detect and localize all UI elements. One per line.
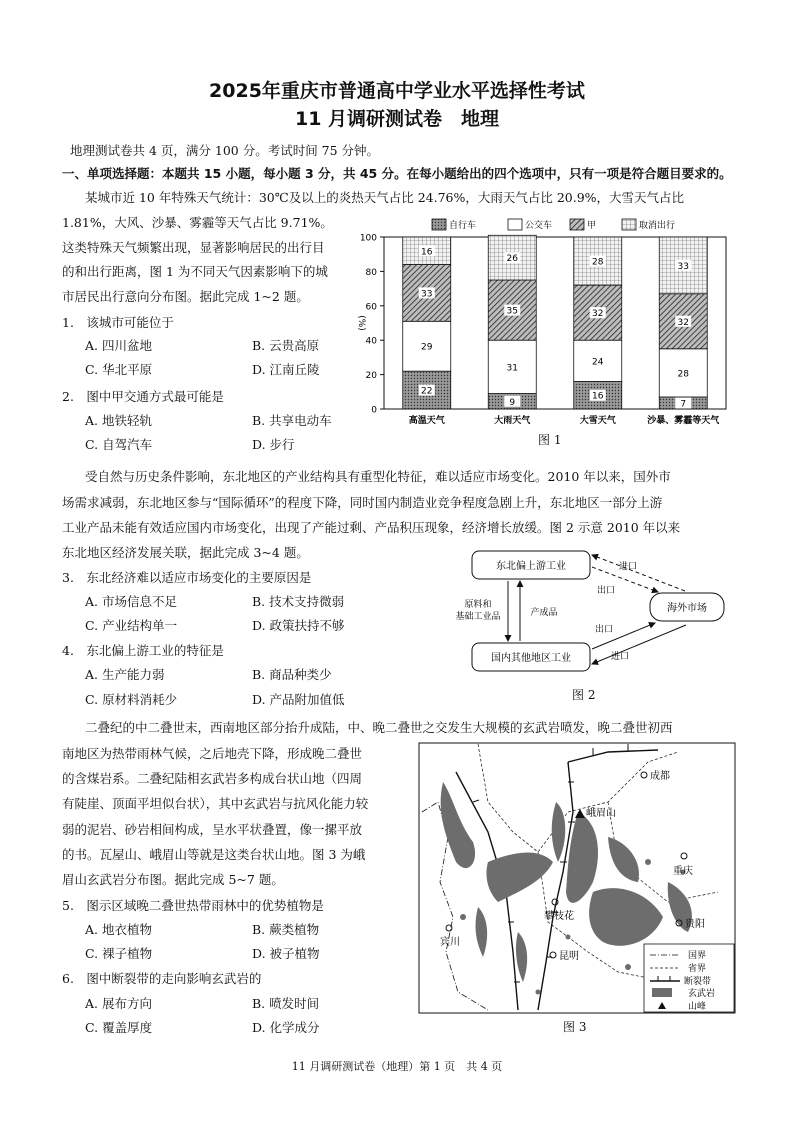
- passage1-line: 1.81%，大风、沙暴、雾霾等天气占比 9.71%。: [62, 215, 333, 230]
- label-import-bottom: 进口: [610, 652, 630, 662]
- y-tick-label: 0: [371, 405, 377, 416]
- figure-2-diagram: [440, 545, 740, 705]
- passage3-line: 眉山玄武岩分布图。据此完成 5~7 题。: [62, 872, 284, 887]
- figure-2-caption: 图 2: [572, 688, 596, 702]
- bar-value-label: 33: [421, 289, 433, 300]
- passage2-line: 东北地区经济发展关联，据此完成 3~4 题。: [62, 545, 309, 560]
- q3-option-c[interactable]: C. 产业结构单一: [85, 618, 178, 633]
- legend-shanfeng: 山峰: [688, 1002, 707, 1012]
- peak-emeishan: 峨眉山: [586, 808, 616, 819]
- passage2-line: 场需求减弱，东北地区参与“国际循环”的程度下降，同时国内制造业竞争程度急剧上升，东北地区一部分上游: [62, 495, 663, 510]
- q3-option-d[interactable]: D. 政策扶持不够: [252, 618, 345, 633]
- bar-value-label: 33: [677, 261, 689, 272]
- q6-option-c[interactable]: C. 覆盖厚度: [85, 1020, 153, 1035]
- q5-option-d[interactable]: D. 被子植物: [252, 946, 320, 961]
- bar-value-label: 35: [506, 306, 518, 317]
- bar-value-label: 32: [592, 309, 604, 320]
- passage3-line: 的含煤岩系。二叠纪陆相玄武岩多构成台状山地（四周: [62, 771, 363, 786]
- page-title: 2025年重庆市普通高中学业水平选择性考试: [209, 80, 585, 102]
- legend-guojie: 国界: [688, 951, 707, 961]
- q1-option-a[interactable]: A. 四川盆地: [85, 338, 152, 353]
- legend-swatch: [570, 219, 584, 230]
- passage3-line: 弱的泥岩、砂岩相间构成，呈水平状叠置，像一摞平放: [62, 822, 363, 837]
- x-tick-label: 高温天气: [408, 416, 445, 426]
- y-tick-label: 80: [365, 267, 377, 278]
- question-4-stem: 4. 东北偏上游工业的特征是: [62, 643, 224, 658]
- legend-label: 自行车: [449, 221, 477, 231]
- box-upstream-label: 东北偏上游工业: [496, 561, 566, 572]
- question-5-stem: 5. 图示区域晚二叠世热带雨林中的优势植物是: [62, 898, 324, 913]
- q3-option-b[interactable]: B. 技术支持微弱: [252, 594, 345, 609]
- bar-value-label: 26: [506, 254, 518, 265]
- q5-option-a[interactable]: A. 地衣植物: [85, 922, 152, 937]
- figure-3-caption: 图 3: [563, 1020, 587, 1034]
- x-tick-label: 大雪天气: [579, 416, 616, 426]
- legend-duanlie: 断裂带: [684, 977, 712, 987]
- label-finished-goods: 产成品: [530, 608, 558, 618]
- q3-option-a[interactable]: A. 市场信息不足: [85, 594, 177, 609]
- legend-label: 公交车: [525, 221, 553, 231]
- passage3-line: 二叠纪的中二叠世末，西南地区部分抬升成陆，中、晚二叠世之交发生大规模的玄武岩喷发，晚二叠世初西: [85, 720, 673, 735]
- legend-swatch: [432, 219, 446, 230]
- bar-value-label: 16: [421, 247, 433, 258]
- chart-bars: [403, 235, 708, 409]
- box-overseas-label: 海外市场: [667, 603, 707, 614]
- passage1-line: 这类特殊天气频繁出现，显著影响居民的出行目: [62, 240, 325, 255]
- passage3-line: 有陡崖、顶面平坦似台状），其中玄武岩与抗风化能力较: [62, 796, 369, 811]
- passage1-line: 的和出行距离，图 1 为不同天气因素影响下的城: [62, 264, 328, 279]
- bar-value-label: 31: [506, 363, 518, 374]
- q2-option-b[interactable]: B. 共享电动车: [252, 413, 332, 428]
- y-tick-label: 60: [365, 302, 377, 313]
- city-guiyang: 贵阳: [685, 919, 705, 930]
- passage2-line: 工业产品未能有效适应国内市场变化，出现了产能过剩、产品积压现象，经济增长放缓。图 2 示意 2010 年以来: [62, 520, 681, 535]
- figure-1-caption: 图 1: [538, 433, 562, 447]
- q6-option-d[interactable]: D. 化学成分: [252, 1020, 320, 1035]
- q2-option-d[interactable]: D. 步行: [252, 437, 295, 452]
- bar-value-label: 28: [592, 257, 604, 268]
- label-import-top: 进口: [618, 562, 638, 572]
- label-export-top: 出口: [596, 586, 616, 596]
- q1-option-d[interactable]: D. 江南丘陵: [252, 362, 320, 377]
- label-export-bottom: 出口: [594, 625, 614, 635]
- question-6-stem: 6. 图中断裂带的走向影响玄武岩的: [62, 971, 262, 986]
- figure-3-map: [418, 742, 736, 1014]
- bar-value-label: 29: [421, 342, 433, 353]
- q1-option-b[interactable]: B. 云贵高原: [252, 338, 320, 353]
- city-binchuan: 宾川: [440, 937, 460, 948]
- bar-value-label: 22: [421, 386, 433, 397]
- q4-option-d[interactable]: D. 产品附加值低: [252, 692, 345, 707]
- bar-value-label: 9: [509, 397, 516, 408]
- city-chongqing: 重庆: [673, 866, 693, 877]
- question-3-stem: 3. 东北经济难以适应市场变化的主要原因是: [62, 570, 312, 585]
- bar-value-label: 28: [677, 369, 689, 380]
- legend-xuanwuyan: 玄武岩: [688, 989, 716, 999]
- passage1-line: 市居民出行意向分布图。据此完成 1~2 题。: [62, 289, 309, 304]
- bar-value-label: 7: [680, 399, 687, 410]
- box-domestic-label: 国内其他地区工业: [491, 653, 571, 664]
- passage3-line: 南地区为热带雨林气候，之后地壳下降，形成晚二叠世: [62, 746, 363, 761]
- label-raw-materials: 原料和: [464, 600, 492, 610]
- q4-option-b[interactable]: B. 商品种类少: [252, 667, 332, 682]
- q6-option-b[interactable]: B. 喷发时间: [252, 996, 320, 1011]
- y-tick-label: 20: [365, 371, 377, 382]
- city-chengdu: 成都: [650, 771, 670, 782]
- legend-swatch: [622, 219, 636, 230]
- x-tick-label: 大雨天气: [494, 416, 531, 426]
- bar-value-label: 32: [677, 317, 689, 328]
- passage3-line: 的书。瓦屋山、峨眉山等就是这类台状山地。图 3 为峨: [62, 847, 366, 862]
- section-heading: 一、单项选择题：本题共 15 小题，每小题 3 分，共 45 分。在每小题给出的四个选项中，只有一项是符合题目要求的。: [62, 166, 732, 181]
- map-legend: [644, 944, 734, 1012]
- question-1-stem: 1. 该城市可能位于: [62, 315, 174, 330]
- q6-option-a[interactable]: A. 展布方向: [85, 996, 152, 1011]
- q4-option-a[interactable]: A. 生产能力弱: [85, 667, 165, 682]
- y-axis-label: (%): [356, 315, 366, 331]
- bar-value-label: 16: [592, 391, 604, 402]
- bar-value-label: 24: [592, 357, 604, 368]
- q4-option-c[interactable]: C. 原材料消耗少: [85, 692, 178, 707]
- chart-legend: [432, 219, 675, 231]
- city-panzhihua: 攀枝花: [544, 911, 574, 922]
- y-tick-label: 40: [365, 336, 377, 347]
- q2-option-c[interactable]: C. 自驾汽车: [85, 437, 153, 452]
- y-tick-label: 100: [359, 233, 377, 244]
- q5-option-b[interactable]: B. 蕨类植物: [252, 922, 320, 937]
- passage1-line: 某城市近 10 年特殊天气统计：30℃及以上的炎热天气占比 24.76%，大雨天气占比 20.9%，大雪天气占比: [85, 190, 685, 205]
- page-footer: 11 月调研测试卷（地理）第 1 页 共 4 页: [291, 1060, 503, 1073]
- city-kunming: 昆明: [559, 951, 579, 962]
- q5-option-c[interactable]: C. 裸子植物: [85, 946, 153, 961]
- question-2-stem: 2. 图中甲交通方式最可能是: [62, 389, 224, 404]
- legend-label: 甲: [587, 221, 597, 231]
- legend-swatch: [508, 219, 522, 230]
- label-raw-materials-2: 基础工业品: [455, 612, 501, 622]
- x-tick-label: 沙暴、雾霾等天气: [647, 416, 720, 426]
- q1-option-c[interactable]: C. 华北平原: [85, 362, 153, 377]
- legend-label: 取消出行: [639, 221, 676, 231]
- passage2-line: 受自然与历史条件影响，东北地区的产业结构具有重型化特征，难以适应市场变化。2010 年以来，国外市: [85, 469, 671, 484]
- legend-shengjie: 省界: [688, 964, 707, 974]
- exam-intro: 地理测试卷共 4 页，满分 100 分。考试时间 75 分钟。: [70, 143, 380, 158]
- figure-1-chart: [350, 212, 734, 450]
- page-subtitle: 11 月调研测试卷 地理: [294, 108, 500, 130]
- q2-option-a[interactable]: A. 地铁轻轨: [85, 413, 152, 428]
